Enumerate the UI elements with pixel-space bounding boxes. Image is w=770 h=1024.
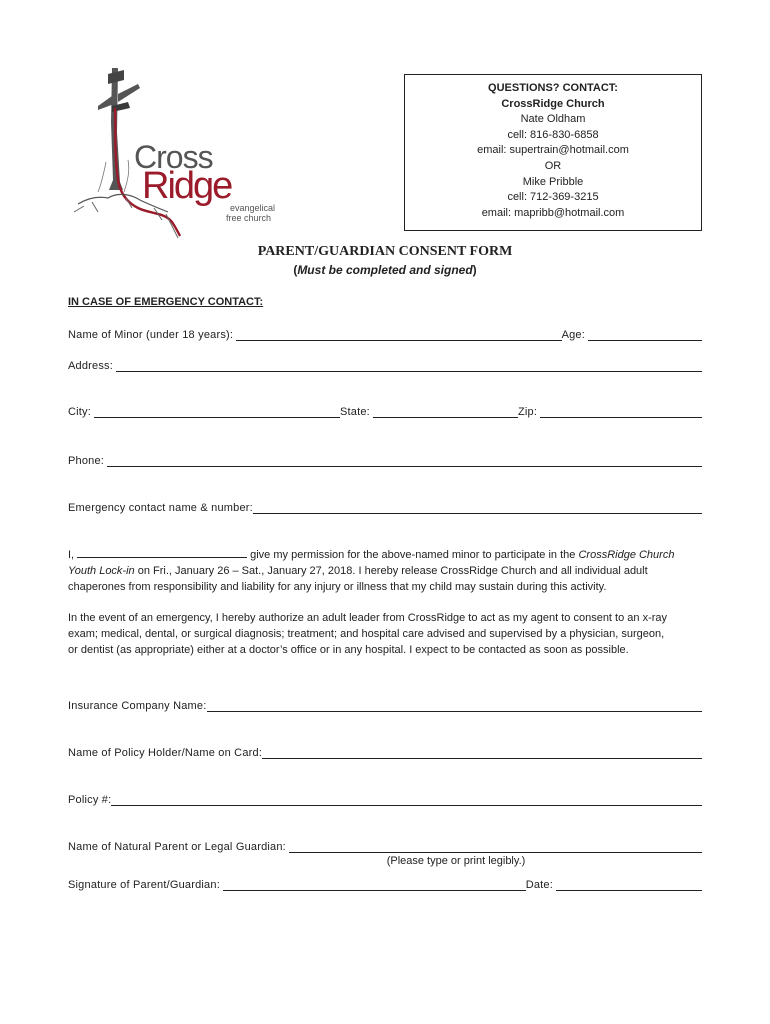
contact-cell-2: cell: 712-369-3215 [507,191,599,204]
natural-parent-label: Name of Natural Parent or Legal Guardian: [68,841,286,853]
policy-holder-field[interactable] [262,747,702,759]
emergency-line-3: or dentist (as appropriate) either at a doctor’s office or in any hospital. I expect to be contacted as soon as possible. [68,644,629,656]
city-state-zip-row [68,404,702,418]
logo-word-cross: Cross [134,139,213,175]
contact-person-1: Nate Oldham [520,113,586,126]
form-subtitle: (Must be completed and signed) [293,263,477,277]
phone-field[interactable] [107,455,702,467]
permission-text-3: chaperones from responsibility and liability for any injury or illness that my child may sustain during this activity. [68,581,607,593]
natural-parent-row [68,839,702,853]
state-label: State: [340,406,370,418]
emergency-contact-label: Emergency contact name & number: [68,502,253,514]
policy-holder-label: Name of Policy Holder/Name on Card: [68,747,263,759]
contact-or: OR [544,159,562,172]
emergency-contact-row [68,500,702,514]
contact-person-2: Mike Pribble [522,175,584,188]
print-note: (Please type or print legibly.) [386,855,526,867]
event-name-2: Youth Lock-in [68,565,135,577]
contact-email-1: email: supertrain@hotmail.com [477,144,629,157]
state-field[interactable] [373,406,518,418]
signature-field[interactable] [223,879,526,891]
phone-row [68,453,702,467]
emergency-line-1: In the event of an emergency, I hereby authorize an adult leader from CrossRidge to act as my agent to consent to an x-ray [68,612,668,624]
parent-name-field[interactable] [77,546,247,558]
age-label: Age: [561,329,585,341]
permission-prefix: I, [68,549,75,561]
event-name-1: CrossRidge Church [578,549,675,561]
contact-box [404,74,702,231]
contact-church: CrossRidge Church [501,97,605,110]
insurance-row [68,698,702,712]
zip-label: Zip: [517,406,538,418]
insurance-company-field[interactable] [207,700,703,712]
logo-tagline-2: free church [226,213,272,223]
permission-text-1: give my permission for the above-named minor to participate in the [250,549,576,561]
minor-age-row [68,327,702,341]
city-label: City: [68,406,91,418]
insurance-company-label: Insurance Company Name: [68,700,207,712]
permission-text-2: on Fri., January 26 – Sat., January 27, 2018. I hereby release CrossRidge Church and all individual adult [137,565,648,577]
form-title: PARENT/GUARDIAN CONSENT FORM [257,244,513,259]
policy-number-row [68,792,702,806]
zip-field[interactable] [540,406,702,418]
minor-name-field[interactable] [236,329,561,341]
natural-parent-field[interactable] [289,841,702,853]
contact-heading: QUESTIONS? CONTACT: [488,82,618,94]
emergency-contact-field[interactable] [253,502,702,514]
policy-number-field[interactable] [111,794,702,806]
address-label: Address: [68,360,114,372]
address-row [68,358,702,372]
date-label: Date: [525,879,553,891]
minor-name-label: Name of Minor (under 18 years): [68,329,234,341]
policy-number-label: Policy #: [68,794,112,806]
age-field[interactable] [588,329,702,341]
signature-label: Signature of Parent/Guardian: [68,879,220,891]
phone-label: Phone: [68,455,105,467]
crossridge-logo [68,62,292,244]
form-subtitle-text: Must be completed and signed [297,263,473,277]
signature-row [68,877,702,891]
contact-email-2: email: mapribb@hotmail.com [481,206,625,219]
contact-cell-1: cell: 816-830-6858 [507,128,599,141]
emergency-line-2: exam; medical, dental, or surgical diagnosis; treatment; and hospital care advised and supervised by a physician, surgeon, [68,628,665,640]
logo-tagline-1: evangelical [230,203,276,213]
city-field[interactable] [94,406,340,418]
permission-paragraph [68,546,704,595]
section-heading: IN CASE OF EMERGENCY CONTACT: [68,296,264,308]
logo-word-ridge: Ridge [142,165,232,207]
address-field[interactable] [116,360,702,372]
emergency-paragraph [68,610,704,658]
date-field[interactable] [556,879,702,891]
policy-holder-row [68,745,702,759]
